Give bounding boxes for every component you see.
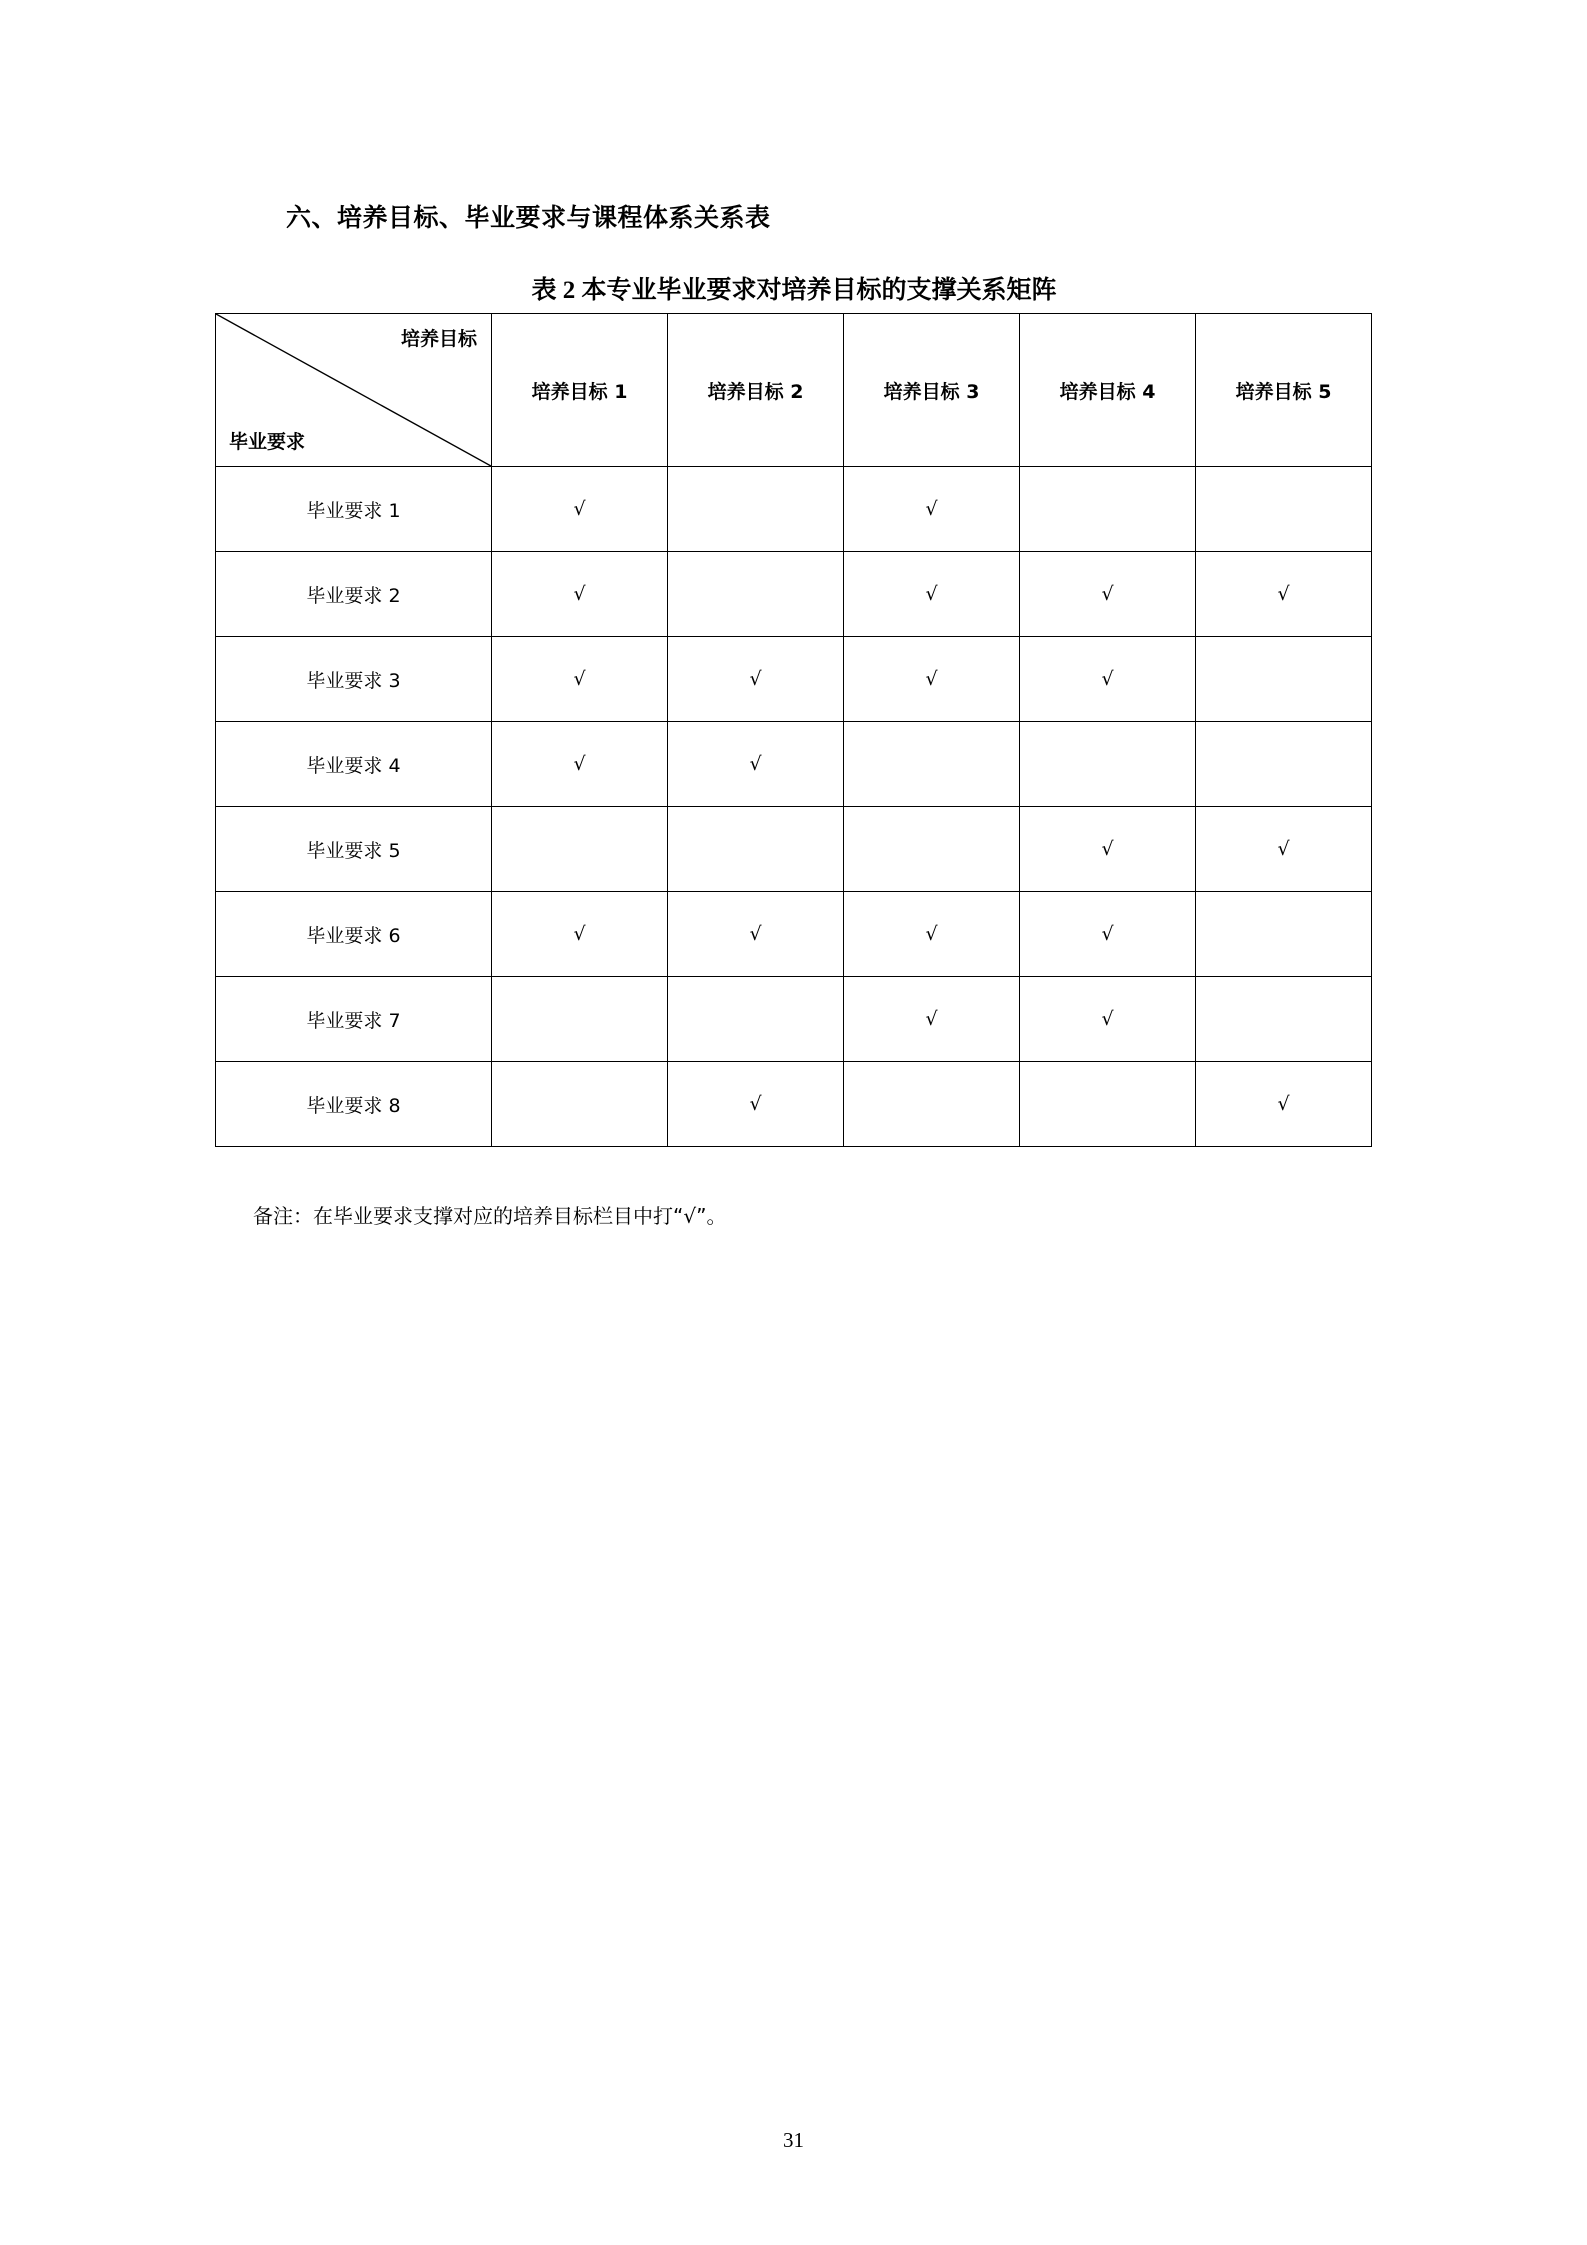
row-header-label: 毕业要求 5 [306,839,401,862]
table-row [216,892,1372,977]
cell-r3-c4: √ [1020,637,1196,722]
row-header-requirement-8 [216,1062,492,1147]
cell-r5-c1 [492,807,668,892]
corner-column-axis-label: 培养目标 [400,328,477,350]
cell-r7-c1 [492,977,668,1062]
row-header-label: 毕业要求 3 [306,669,401,692]
row-header-label: 毕业要求 8 [306,1094,401,1117]
cell-r5-c3 [844,807,1020,892]
corner-row-axis-label: 毕业要求 [229,431,306,453]
table-row [216,637,1372,722]
cell-r4-c1: √ [492,722,668,807]
column-header-goal-2: 培养目标 2 [668,314,844,467]
cell-r3-c3: √ [844,637,1020,722]
table-note: 备注：在毕业要求支撑对应的培养目标栏目中打“√”。 [253,1204,727,1228]
table-row [216,977,1372,1062]
cell-r1-c2 [668,467,844,552]
table-row [216,807,1372,892]
column-header-goal-4: 培养目标 4 [1020,314,1196,467]
cell-r2-c5: √ [1196,552,1372,637]
row-header-requirement-6 [216,892,492,977]
cell-r7-c5 [1196,977,1372,1062]
table-row [216,467,1372,552]
cell-r1-c4 [1020,467,1196,552]
cell-r3-c5 [1196,637,1372,722]
section-heading: 六、培养目标、毕业要求与课程体系关系表 [286,203,771,232]
page-number: 31 [783,2128,804,2152]
cell-r5-c2 [668,807,844,892]
cell-r4-c4 [1020,722,1196,807]
cell-r3-c1: √ [492,637,668,722]
table-caption: 表 2 本专业毕业要求对培养目标的支撑关系矩阵 [531,277,1057,304]
row-header-label: 毕业要求 6 [306,924,401,947]
table-row [216,1062,1372,1147]
cell-r5-c4: √ [1020,807,1196,892]
cell-r1-c1: √ [492,467,668,552]
column-header-goal-5: 培养目标 5 [1196,314,1372,467]
cell-r6-c5 [1196,892,1372,977]
row-header-requirement-7 [216,977,492,1062]
cell-r7-c2 [668,977,844,1062]
table-row [216,552,1372,637]
row-header-requirement-5 [216,807,492,892]
table-header-row [216,314,1372,467]
row-header-label: 毕业要求 1 [306,499,401,522]
cell-r7-c3: √ [844,977,1020,1062]
cell-r2-c1: √ [492,552,668,637]
row-header-label: 毕业要求 4 [306,754,401,777]
cell-r2-c2 [668,552,844,637]
cell-r4-c3 [844,722,1020,807]
row-header-requirement-4 [216,722,492,807]
table-row [216,722,1372,807]
cell-r6-c1: √ [492,892,668,977]
row-header-requirement-1 [216,467,492,552]
cell-r7-c4: √ [1020,977,1196,1062]
row-header-label: 毕业要求 7 [306,1009,401,1032]
cell-r6-c3: √ [844,892,1020,977]
cell-r2-c3: √ [844,552,1020,637]
cell-r1-c3: √ [844,467,1020,552]
cell-r1-c5 [1196,467,1372,552]
cell-r5-c5: √ [1196,807,1372,892]
table-corner-cell [216,314,492,467]
row-header-label: 毕业要求 2 [306,584,401,607]
cell-r8-c5: √ [1196,1062,1372,1147]
cell-r8-c4 [1020,1062,1196,1147]
cell-r6-c2: √ [668,892,844,977]
cell-r4-c2: √ [668,722,844,807]
cell-r4-c5 [1196,722,1372,807]
column-header-goal-1: 培养目标 1 [492,314,668,467]
row-header-requirement-2 [216,552,492,637]
cell-r2-c4: √ [1020,552,1196,637]
cell-r6-c4: √ [1020,892,1196,977]
cell-r8-c3 [844,1062,1020,1147]
row-header-requirement-3 [216,637,492,722]
cell-r8-c2: √ [668,1062,844,1147]
column-header-goal-3: 培养目标 3 [844,314,1020,467]
support-matrix-table [215,313,1371,1147]
cell-r8-c1 [492,1062,668,1147]
cell-r3-c2: √ [668,637,844,722]
